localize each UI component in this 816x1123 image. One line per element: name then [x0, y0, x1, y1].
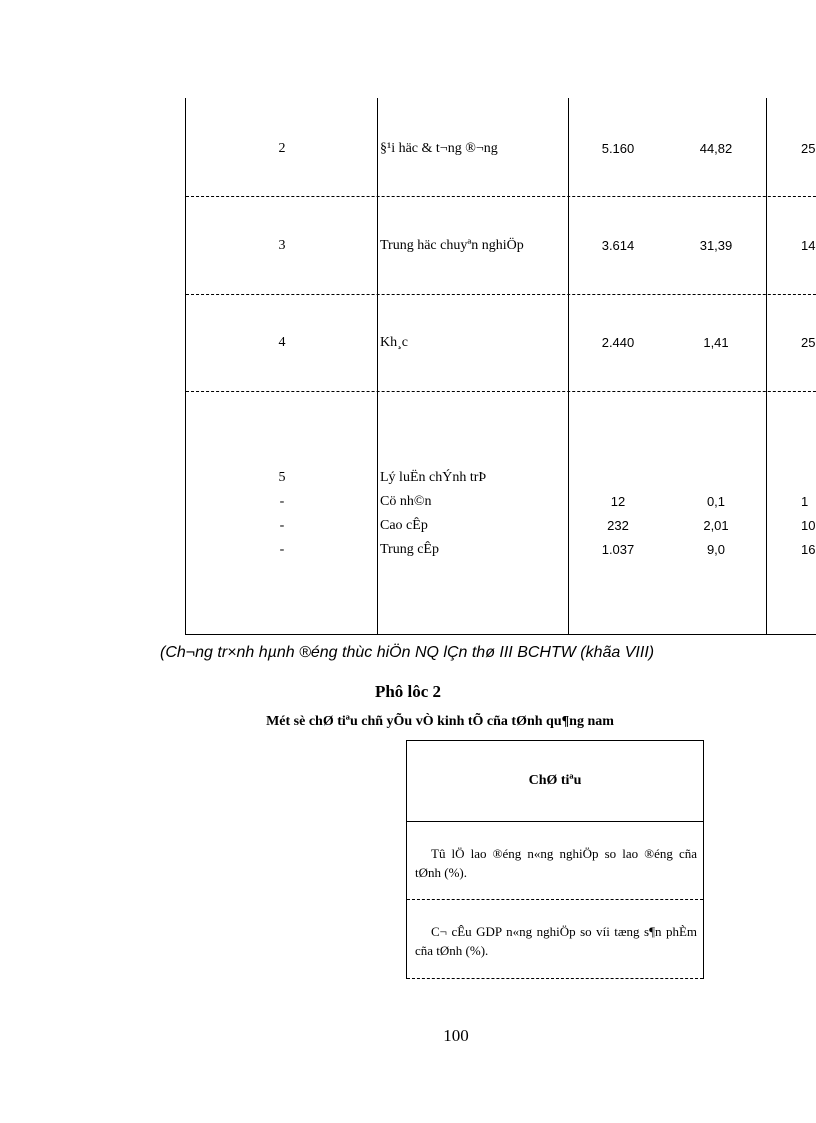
row-label: Lý luËn chÝnh trÞ: [380, 470, 487, 485]
sub-row-percent: 9,0: [706, 542, 726, 557]
sub-row-dash: -: [279, 494, 285, 509]
sub-row-dash: -: [279, 542, 285, 557]
sub-row-label: Cö nh©n: [380, 494, 432, 509]
row-number: 4: [278, 335, 286, 350]
appendix-title: Phô lôc 2: [374, 682, 442, 701]
table-row: Tû lÖ lao ®éng n«ng nghiÖp so lao ®éng cña tØnh (%).: [415, 846, 697, 880]
sub-row-extra: 16: [801, 542, 816, 557]
row-percent: 1,41: [703, 335, 729, 350]
column-divider: [568, 98, 569, 634]
row-count: 5.160: [601, 141, 635, 156]
row-divider: [407, 899, 703, 900]
page-number: 100: [443, 1026, 469, 1045]
table-header-cell: [407, 741, 703, 822]
row-divider: [186, 294, 816, 295]
sub-row-percent: 0,1: [706, 494, 726, 509]
row-number: 3: [278, 238, 286, 253]
row-percent: 44,82: [699, 141, 733, 156]
row-number: 2: [278, 141, 286, 156]
row-extra: 25: [801, 335, 816, 350]
column-divider: [766, 98, 767, 634]
row-number: 5: [278, 470, 286, 485]
row-divider: [186, 196, 816, 197]
economic-indicators-table: [406, 740, 704, 979]
row-count: 2.440: [601, 335, 635, 350]
sub-row-count: 232: [607, 518, 629, 533]
table-row: C¬ cÊu GDP n«ng nghiÖp so víi tæng s¶n phÈm cña tØnh (%).: [415, 924, 697, 958]
row-percent: 31,39: [699, 238, 733, 253]
sub-row-count: 1.037: [601, 542, 635, 557]
row-count: 3.614: [601, 238, 635, 253]
sub-row-extra: 1: [801, 494, 809, 509]
source-note: (Ch¬ng tr×nh hµnh ®éng thùc hiÖn NQ lÇn thø III BCHTW (khãa VIII): [160, 644, 655, 661]
sub-row-percent: 2,01: [703, 518, 729, 533]
row-extra: 25: [801, 141, 816, 156]
row-label: §¹i häc & t¬ng ®¬ng: [380, 141, 498, 156]
sub-row-label: Trung cÊp: [380, 542, 439, 557]
row-extra: 14: [801, 238, 816, 253]
row-divider: [186, 391, 816, 392]
appendix-subtitle: Mét sè chØ tiªu chñ yÕu vÒ kinh tÕ cña tØnh qu¶ng nam: [266, 714, 614, 729]
table-header-label: ChØ tiªu: [528, 773, 582, 788]
sub-row-extra: 10: [801, 518, 816, 533]
sub-row-count: 12: [610, 494, 626, 509]
row-divider: [407, 978, 703, 979]
sub-row-dash: -: [279, 518, 285, 533]
cadre-qualification-table: [185, 98, 816, 635]
row-label: Kh¸c: [380, 335, 408, 350]
row-label: Trung häc chuyªn nghiÖp: [380, 238, 524, 253]
sub-row-label: Cao cÊp: [380, 518, 428, 533]
